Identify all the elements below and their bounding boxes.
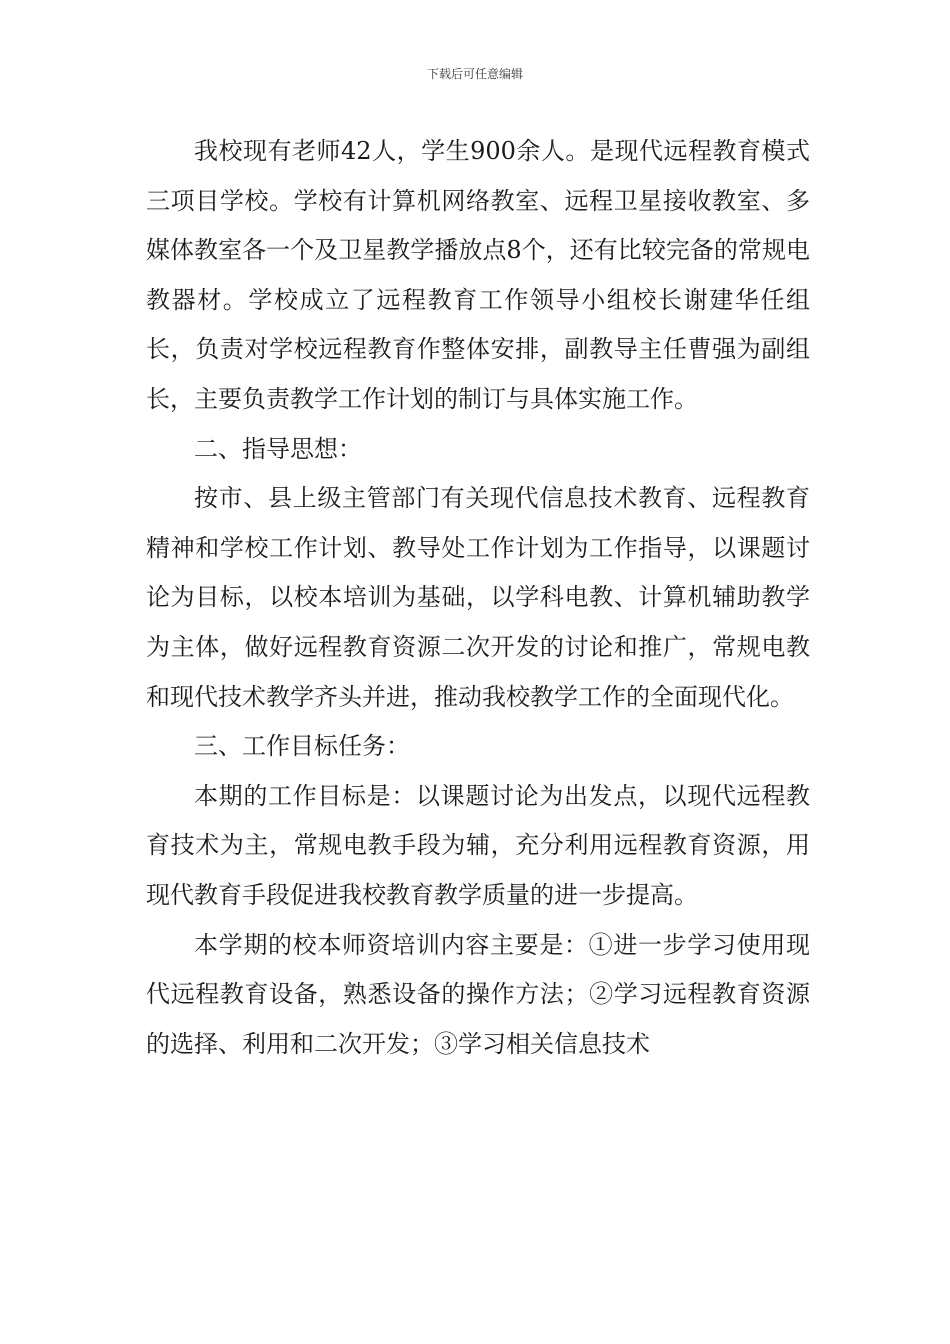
header-note: 下载后可任意编辑 xyxy=(426,67,523,81)
heading-guiding-ideology: 二、指导思想： xyxy=(194,434,362,463)
heading-work-goals: 三、工作目标任务： xyxy=(194,732,410,761)
paragraph-guiding-ideology: 按市、县上级主管部门有关现代信息技术教育、远程教育精神和学校工作计划、教导处工作计划为工作指导，以课题讨论为目标，以校本培训为基础，以学科电教、计算机辅助教学为主体，做好远程教育资源二次开发的讨论和推广，常规电教和现代技术教学齐头并进，推动我校教学工作的全面现代化。 xyxy=(146,484,810,711)
paragraph-work-goals: 本期的工作目标是：以课题讨论为出发点，以现代远程教育技术为主，常规电教手段为辅，充分利用远程教育资源，用现代教育手段促进我校教育教学质量的进一步提高。 xyxy=(146,781,810,909)
document-body xyxy=(146,127,810,1069)
paragraph-school-overview: 我校现有老师42人，学生900余人。是现代远程教育模式三项目学校。学校有计算机网络教室、远程卫星接收教室、多媒体教室各一个及卫星教学播放点8个，还有比较完备的常规电教器材。学校成立了远程教育工作领导小组校长谢建华任组长，负责对学校远程教育作整体安排，副教导主任曹强为副组长，主要负责教学工作计划的制订与具体实施工作。 xyxy=(146,137,810,413)
paragraph-training-content: 本学期的校本师资培训内容主要是：①进一步学习使用现代远程教育设备，熟悉设备的操作方法；②学习远程教育资源的选择、利用和二次开发；③学习相关信息技术 xyxy=(146,930,810,1058)
